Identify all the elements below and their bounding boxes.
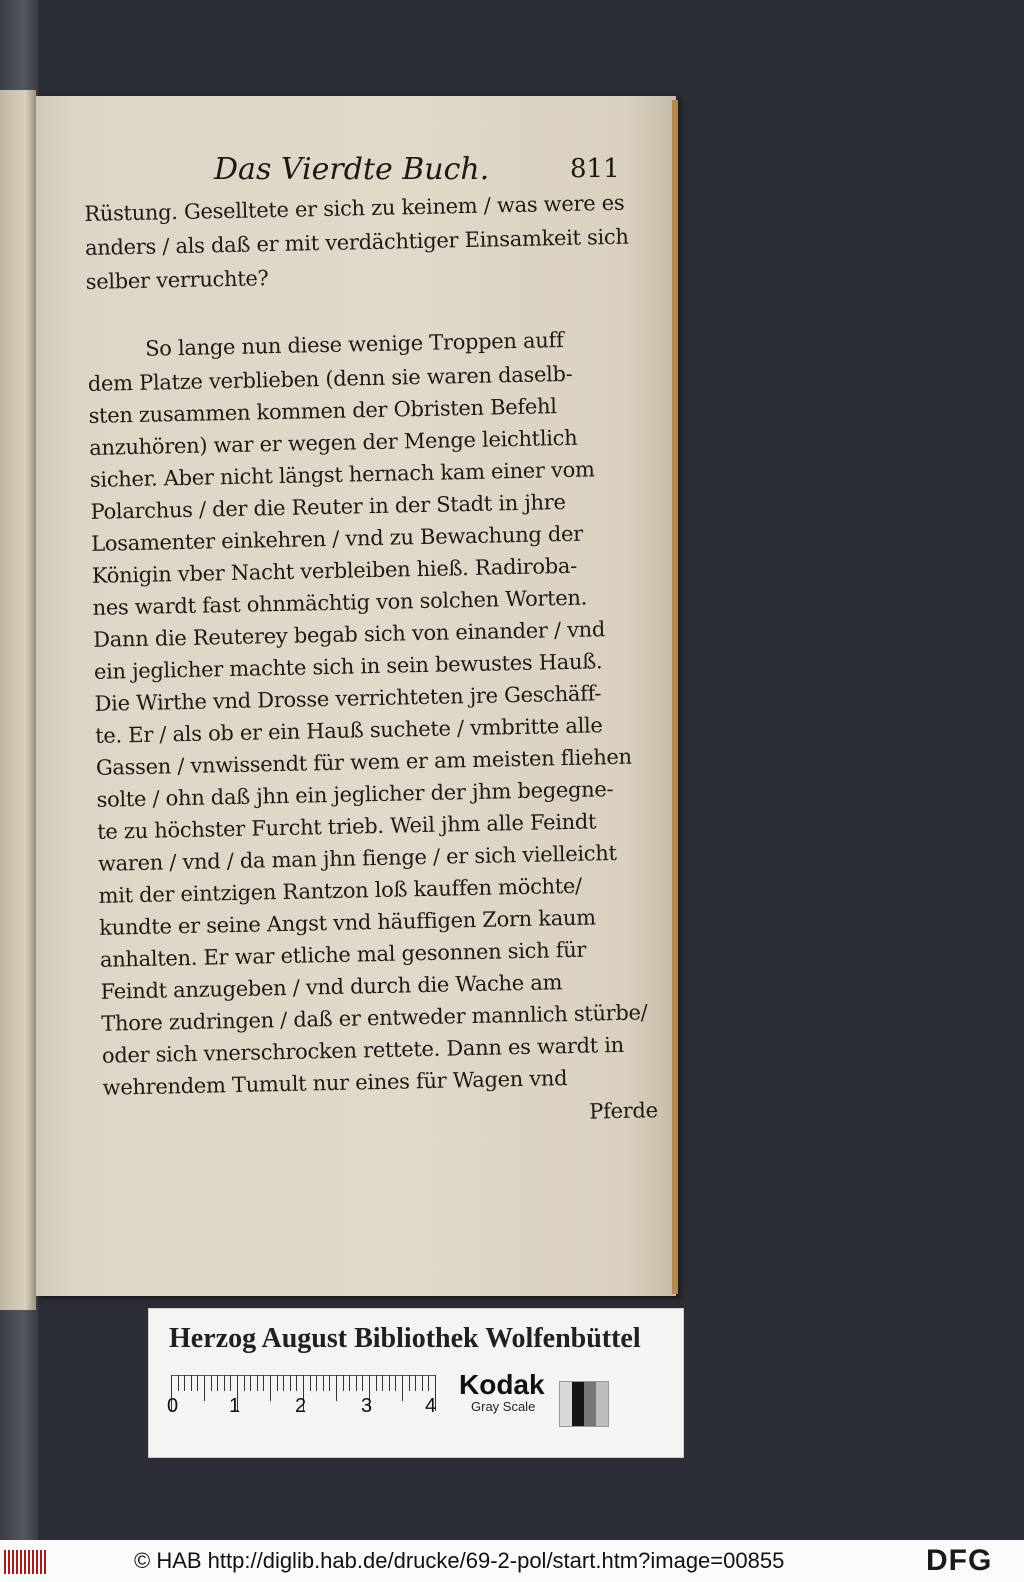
ruler-tick: [224, 1375, 225, 1391]
logo-bar: [20, 1550, 22, 1574]
dfg-logo: DFG: [926, 1544, 993, 1577]
footer-bar: [0, 1540, 1024, 1582]
text-line: solte / ohn daß jhn ein jeglicher der jhm begegne-: [96, 777, 614, 812]
text-line: Feindt anzugeben / vnd durch die Wache am: [100, 970, 563, 1004]
ruler-tick: [204, 1375, 205, 1401]
logo-bar: [8, 1550, 10, 1574]
text-line: anzuhören) war er wegen der Menge leichtlich: [88, 425, 578, 460]
text-line: te. Er / als ob er ein Hauß suchete / vmbritte alle: [95, 713, 603, 748]
text-line: oder sich vnerschrocken rettete. Dann es wardt in: [101, 1032, 625, 1068]
ruler-number: 3: [361, 1395, 373, 1417]
logo-bar: [24, 1550, 26, 1574]
ruler-tick: [283, 1375, 284, 1391]
text-line: Gassen / vnwissendt für wem er am meisten fliehen: [95, 744, 633, 780]
ruler-tick: [316, 1375, 317, 1391]
text-line: selber verruchte?: [85, 266, 269, 294]
ruler-tick: [428, 1375, 429, 1391]
calibration-card: [148, 1308, 684, 1458]
text-line: kundte er seine Angst vnd häuffigen Zorn kaum: [99, 905, 596, 940]
logo-bar: [40, 1550, 42, 1574]
ruler-number: 0: [167, 1395, 179, 1417]
ruler-tick: [244, 1375, 245, 1391]
ruler-tick: [362, 1375, 363, 1391]
logo-bar: [28, 1550, 30, 1574]
logo-bar: [4, 1550, 6, 1574]
library-name: Herzog August Bibliothek Wolfenbüttel: [169, 1323, 641, 1354]
ruler-tick: [329, 1375, 330, 1391]
text-line: sicher. Aber nicht längst hernach kam einer vom: [89, 457, 595, 492]
ruler-tick: [270, 1375, 271, 1401]
facing-page-edge: [0, 90, 36, 1310]
ruler-tick: [217, 1375, 218, 1391]
ruler-tick: [184, 1375, 185, 1391]
text-line: wehrendem Tumult nur eines für Wagen vnd: [102, 1066, 568, 1100]
ruler-tick: [395, 1375, 396, 1391]
hab-logo-icon: [4, 1550, 48, 1574]
ruler-tick: [336, 1375, 337, 1401]
ruler-tick: [250, 1375, 251, 1391]
ruler-tick: [310, 1375, 311, 1391]
logo-bar: [12, 1550, 14, 1574]
text-line: waren / vnd / da man jhn fienge / er sich vielleicht: [97, 840, 617, 876]
text-block: [84, 186, 664, 1148]
ruler-tick: [402, 1375, 403, 1401]
logo-bar: [16, 1550, 18, 1574]
text-line: Rüstung. Geselltete er sich zu keinem / was were es: [84, 190, 625, 226]
text-line: dem Platze verblieben (denn sie waren daselb-: [87, 361, 573, 396]
ruler-tick: [389, 1375, 390, 1391]
logo-bar: [32, 1550, 34, 1574]
logo-bar: [36, 1550, 38, 1574]
ruler-tick: [290, 1375, 291, 1391]
catchword: Pferde: [588, 1098, 658, 1124]
ruler-tick: [356, 1375, 357, 1391]
text-line: mit der eintzigen Rantzon loß kauffen möchte/: [98, 873, 583, 908]
ruler-tick: [323, 1375, 324, 1391]
text-line: Die Wirthe vnd Drosse verrichteten jre Geschäff-: [94, 681, 602, 716]
page-number: 811: [570, 154, 620, 184]
ruler-tick: [382, 1375, 383, 1391]
ruler-number: 1: [229, 1395, 241, 1417]
ruler-tick: [230, 1375, 231, 1391]
ruler-number: 2: [295, 1395, 307, 1417]
ruler-number: 4: [425, 1395, 437, 1417]
ruler-tick: [211, 1375, 212, 1391]
text-line: te zu höchster Furcht trieb. Weil jhm alle Feindt: [97, 809, 597, 844]
ruler-tick: [277, 1375, 278, 1391]
gray-scale-label: Gray Scale: [471, 1399, 536, 1414]
text-line: Dann die Reuterey begab sich von einander / vnd: [93, 617, 606, 652]
ruler-tick: [343, 1375, 344, 1391]
text-line: Thore zudringen / daß er entweder mannlich stürbe/: [101, 1000, 648, 1036]
ruler-tick: [197, 1375, 198, 1391]
ruler-tick: [191, 1375, 192, 1391]
text-line: Polarchus / der die Reuter in der Stadt in jhre: [90, 489, 566, 524]
ruler-tick: [409, 1375, 410, 1391]
running-head-title: Das Vierdte Buch.: [214, 152, 490, 187]
text-line: So lange nun diese wenige Troppen auff: [144, 327, 564, 361]
logo-bar: [44, 1550, 46, 1574]
page-edge: [672, 100, 678, 1294]
ruler-tick: [376, 1375, 377, 1391]
text-line: anhalten. Er war etliche mal gesonnen sich für: [99, 937, 587, 972]
ruler-tick: [349, 1375, 350, 1391]
text-line: ein jeglicher machte sich in sein bewustes Hauß.: [93, 649, 603, 684]
ruler-tick: [263, 1375, 264, 1391]
text-line: sten zusammen kommen der Obristen Befehl: [88, 394, 557, 428]
running-head: [180, 152, 620, 192]
ruler-tick: [257, 1375, 258, 1391]
kodak-logo: Kodak: [459, 1369, 545, 1400]
footer-credit: © HAB http://diglib.hab.de/drucke/69-2-pol/start.htm?image=00855: [134, 1548, 785, 1573]
text-line: Königin vber Nacht verbleiben hieß. Radiroba-: [91, 553, 578, 588]
ruler-tick: [415, 1375, 416, 1391]
text-line: Losamenter einkehren / vnd zu Bewachung der: [90, 521, 584, 556]
ruler-tick: [296, 1375, 297, 1391]
text-line: nes wardt fast ohnmächtig von solchen Worten.: [92, 585, 588, 620]
text-line: anders / als daß er mit verdächtiger Einsamkeit sich: [84, 224, 629, 260]
gray-scale-patch: [559, 1381, 609, 1427]
ruler-tick: [422, 1375, 423, 1391]
ruler-tick: [178, 1375, 179, 1391]
